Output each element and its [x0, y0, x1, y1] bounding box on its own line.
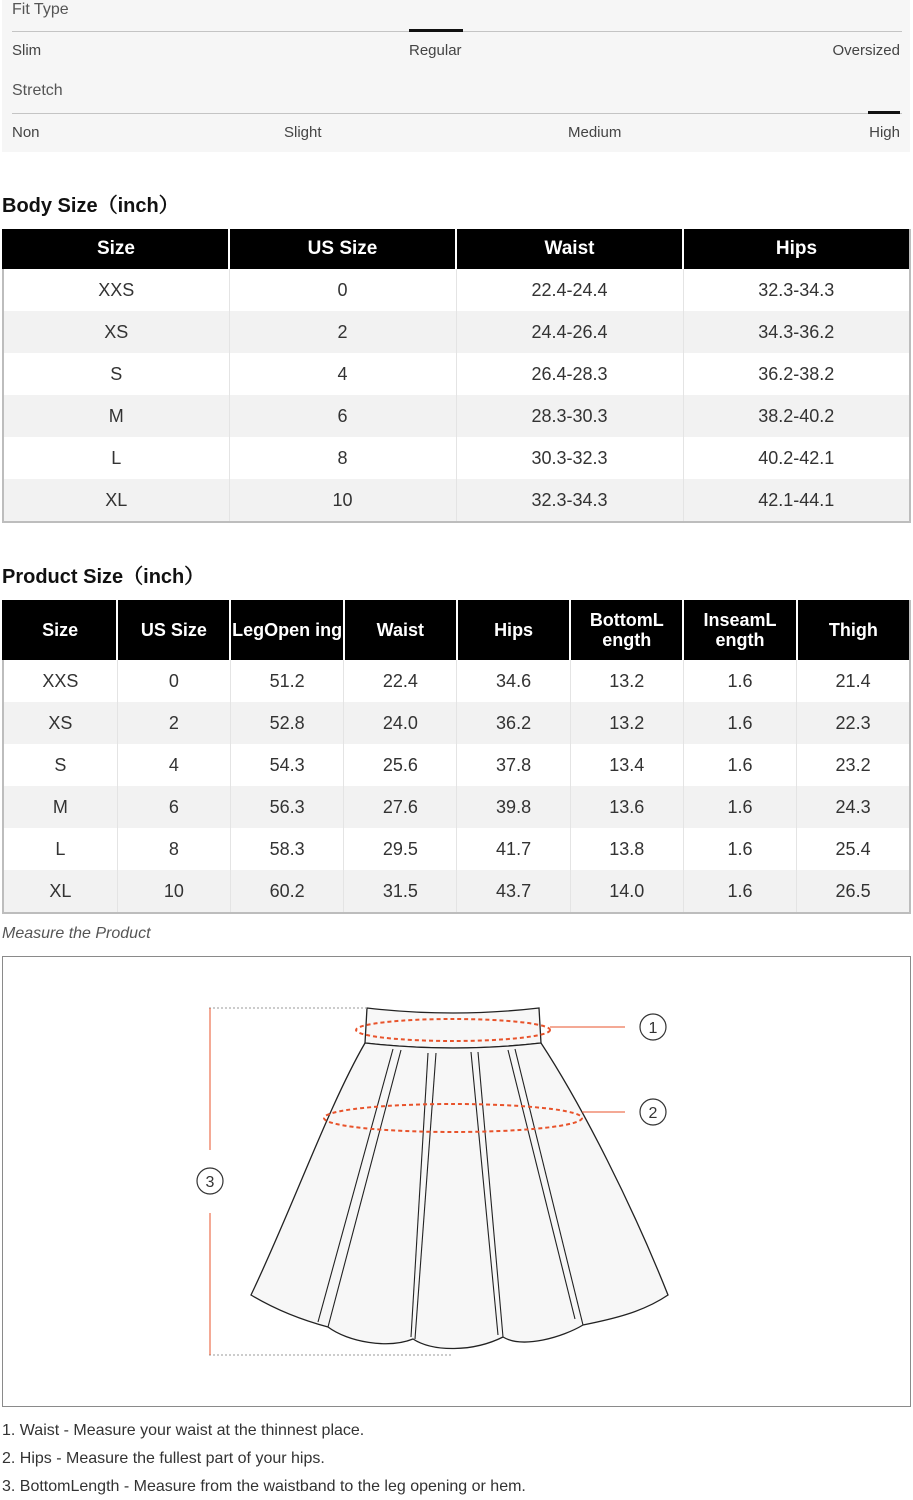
table-cell: 54.3 [230, 744, 343, 786]
table-cell: 13.4 [570, 744, 683, 786]
column-header-bottom-length: BottomL ength [570, 599, 683, 661]
table-cell: 43.7 [457, 870, 570, 913]
table-cell: 24.0 [344, 702, 457, 744]
body-size-table [2, 226, 911, 523]
table-cell: 30.3-32.3 [456, 437, 683, 479]
column-header-waist: Waist [344, 599, 457, 661]
table-cell: 1.6 [683, 702, 796, 744]
table-cell: XS [3, 702, 117, 744]
table-cell: 6 [229, 395, 456, 437]
marker-2-label: 2 [648, 1105, 658, 1122]
table-cell: S [110, 363, 123, 384]
fit-type-selected-marker [409, 29, 463, 32]
table-cell: XXS [98, 279, 135, 300]
note-bottom-length: 3. BottomLength - Measure from the waistband to the leg opening or hem. [2, 1478, 526, 1495]
table-cell: 14.0 [570, 870, 683, 913]
table-cell: 10 [117, 870, 230, 913]
table-cell: 36.2 [457, 702, 570, 744]
table-row [3, 744, 910, 786]
table-cell: 2 [229, 311, 456, 353]
table-cell: 6 [117, 786, 230, 828]
table-row [3, 870, 910, 913]
note-waist: 1. Waist - Measure your waist at the thinnest place. [2, 1422, 365, 1439]
fit-type-label-regular: Regular [409, 42, 462, 59]
table-cell: 27.6 [344, 786, 457, 828]
table-cell: 4 [229, 353, 456, 395]
table-cell: M [3, 395, 229, 437]
fit-type-label-oversized: Oversized [832, 42, 900, 59]
table-cell: S [54, 754, 67, 775]
table-cell: 32.3-34.3 [456, 479, 683, 522]
table-cell: 13.6 [570, 786, 683, 828]
table-cell: 42.1-44.1 [683, 479, 910, 522]
table-cell: 0 [229, 269, 456, 311]
table-row [3, 660, 910, 702]
product-size-table [2, 597, 911, 914]
table-cell: L [55, 838, 66, 859]
table-cell: 21.4 [797, 660, 910, 702]
table-cell: 26.4-28.3 [456, 353, 683, 395]
table-header-row [3, 228, 910, 270]
table-cell: 51.2 [230, 660, 343, 702]
body-size-title: Body Size（inch） [2, 195, 179, 217]
table-row [3, 311, 910, 353]
table-cell: 22.3 [797, 702, 910, 744]
table-cell: 40.2-42.1 [683, 437, 910, 479]
table-cell: 24.3 [797, 786, 910, 828]
stretch-label-non: Non [12, 124, 40, 141]
stretch-label-high: High [869, 124, 900, 141]
table-row [3, 828, 910, 870]
table-cell: 31.5 [344, 870, 457, 913]
column-header-inseam-length: InseamL ength [683, 599, 796, 661]
stretch-label-slight: Slight [284, 124, 322, 141]
table-cell: 60.2 [230, 870, 343, 913]
table-cell: 23.2 [797, 744, 910, 786]
table-row [3, 479, 910, 522]
table-cell: 56.3 [230, 786, 343, 828]
fit-stretch-panel [2, 0, 910, 152]
fit-type-title: Fit Type [12, 1, 69, 18]
table-row [3, 702, 910, 744]
column-header-hips: Hips [683, 228, 910, 270]
table-cell: 4 [117, 744, 230, 786]
marker-3-label: 3 [205, 1174, 215, 1191]
table-cell: 24.4-26.4 [456, 311, 683, 353]
table-cell: 13.2 [570, 660, 683, 702]
table-cell: 28.3-30.3 [456, 395, 683, 437]
stretch-selected-marker [868, 111, 900, 114]
table-cell: 2 [117, 702, 230, 744]
table-cell: 52.8 [230, 702, 343, 744]
stretch-label-medium: Medium [568, 124, 622, 141]
note-hips: 2. Hips - Measure the fullest part of your hips. [2, 1450, 325, 1467]
table-cell: 32.3-34.3 [683, 269, 910, 311]
table-cell: 38.2-40.2 [683, 395, 910, 437]
table-cell: 26.5 [797, 870, 910, 913]
table-cell: 1.6 [683, 870, 796, 913]
table-cell: 13.8 [570, 828, 683, 870]
table-cell: 25.4 [797, 828, 910, 870]
table-row [3, 353, 910, 395]
marker-1-label: 1 [648, 1020, 658, 1037]
table-cell: 1.6 [683, 786, 796, 828]
column-header-waist: Waist [456, 228, 683, 270]
table-row [3, 786, 910, 828]
column-header-thigh: Thigh [797, 599, 910, 661]
table-cell: 22.4 [344, 660, 457, 702]
table-cell: 34.3-36.2 [683, 311, 910, 353]
table-cell: 41.7 [457, 828, 570, 870]
table-row [3, 437, 910, 479]
measure-diagram [2, 956, 911, 1407]
table-cell: XS [3, 311, 229, 353]
table-cell: 8 [229, 437, 456, 479]
table-cell: 36.2-38.2 [683, 353, 910, 395]
table-cell: 39.8 [457, 786, 570, 828]
column-header-size: Size [3, 228, 229, 270]
table-cell: 0 [117, 660, 230, 702]
measure-title: Measure the Product [2, 925, 151, 942]
table-row [3, 395, 910, 437]
stretch-title: Stretch [12, 82, 63, 99]
table-header-row [3, 599, 910, 661]
table-cell: 1.6 [683, 828, 796, 870]
table-cell: 10 [229, 479, 456, 522]
table-cell: L [111, 447, 122, 468]
table-cell: 37.8 [457, 744, 570, 786]
column-header-size: Size [3, 599, 117, 661]
table-row [3, 269, 910, 311]
table-cell: XL [3, 479, 229, 522]
table-cell: 8 [117, 828, 230, 870]
table-cell: 1.6 [683, 744, 796, 786]
column-header-us-size: US Size [117, 599, 230, 661]
table-cell: 13.2 [570, 702, 683, 744]
table-cell: 1.6 [683, 660, 796, 702]
fit-type-label-slim: Slim [12, 42, 42, 59]
table-cell: 22.4-24.4 [456, 269, 683, 311]
column-header-leg-opening: LegOpen ing [230, 599, 343, 661]
skirt-body [251, 1043, 668, 1349]
product-size-title: Product Size（inch） [2, 566, 205, 588]
table-cell: XXS [42, 670, 79, 691]
table-cell: XL [3, 870, 117, 913]
column-header-hips: Hips [457, 599, 570, 661]
table-cell: 29.5 [344, 828, 457, 870]
table-cell: 34.6 [457, 660, 570, 702]
table-cell: M [3, 786, 117, 828]
skirt-waistband [365, 1008, 541, 1048]
table-cell: 25.6 [344, 744, 457, 786]
stretch-scale-line [12, 113, 902, 114]
column-header-us-size: US Size [229, 228, 456, 270]
table-cell: 58.3 [230, 828, 343, 870]
